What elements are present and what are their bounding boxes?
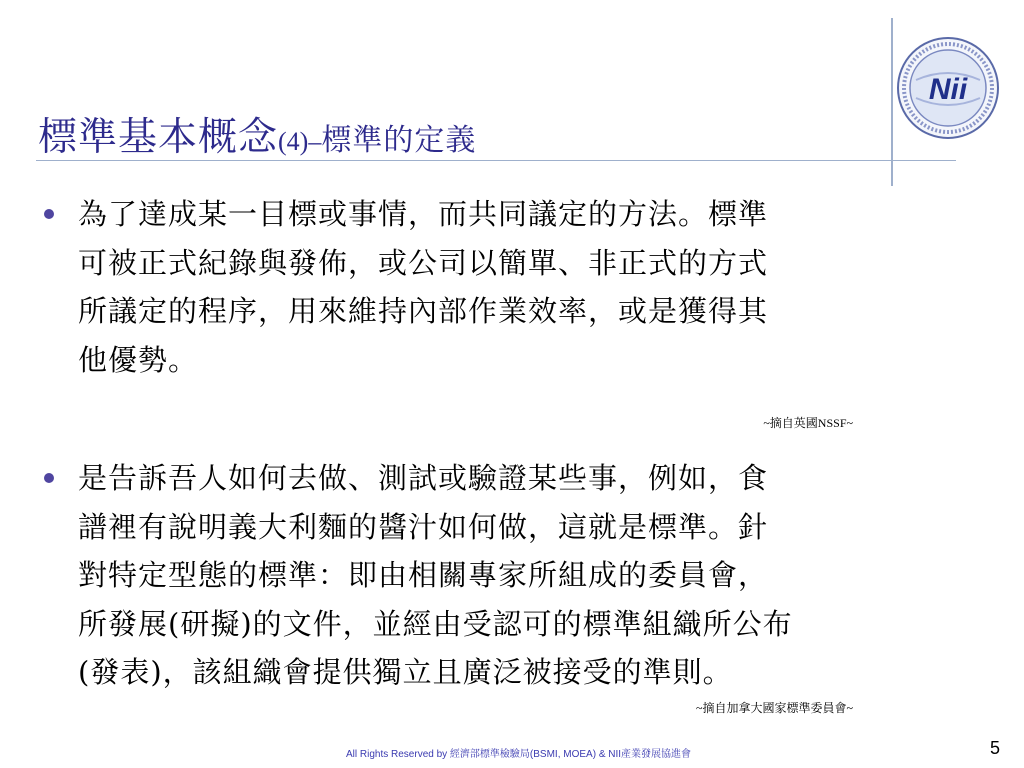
paragraph-line: (發表)，該組織會提供獨立且廣泛被接受的準則。 xyxy=(78,655,733,689)
title-subtitle: 標準的定義 xyxy=(321,123,477,158)
paragraph-line: 為了達成某一目標或事情，而共同議定的方法。標準 xyxy=(78,197,769,231)
bullet-paragraph-1 xyxy=(78,190,878,384)
page-number: 5 xyxy=(990,738,1001,758)
attribution-1: ~摘自英國NSSF~ xyxy=(763,416,853,430)
attribution-2: ~摘自加拿大國家標準委員會~ xyxy=(696,701,853,715)
paragraph-line: 所議定的程序，用來維持內部作業效率，或是獲得其 xyxy=(78,294,769,328)
bullet-paragraph-2 xyxy=(78,454,878,697)
paragraph-line: 他優勢。 xyxy=(78,342,199,377)
page-title xyxy=(38,106,476,162)
bullet-dot-1 xyxy=(44,209,54,219)
logo-text: Nii xyxy=(928,73,968,106)
footer-copyright: All Rights Reserved by 經濟部標準檢驗局(BSMI, MOEA) & NII產業發展協進會 xyxy=(346,749,692,760)
paragraph-line: 可被正式紀錄與發佈，或公司以簡單、非正式的方式 xyxy=(78,245,769,280)
paragraph-line: 譜裡有說明義大利麵的醬汁如何做，這就是標準。針 xyxy=(78,509,769,544)
nii-logo-icon xyxy=(896,36,1000,140)
paragraph-line: 所發展(研擬)的文件，並經由受認可的標準組織所公布 xyxy=(78,606,793,641)
paragraph-line: 是告訴吾人如何去做、測試或驗證某些事，例如，食 xyxy=(78,461,769,495)
title-number: (4)– xyxy=(278,127,322,156)
paragraph-line: 對特定型態的標準：即由相關專家所組成的委員會， xyxy=(78,558,769,592)
title-main: 標準基本概念 xyxy=(38,115,279,160)
bullet-dot-2 xyxy=(44,473,54,483)
